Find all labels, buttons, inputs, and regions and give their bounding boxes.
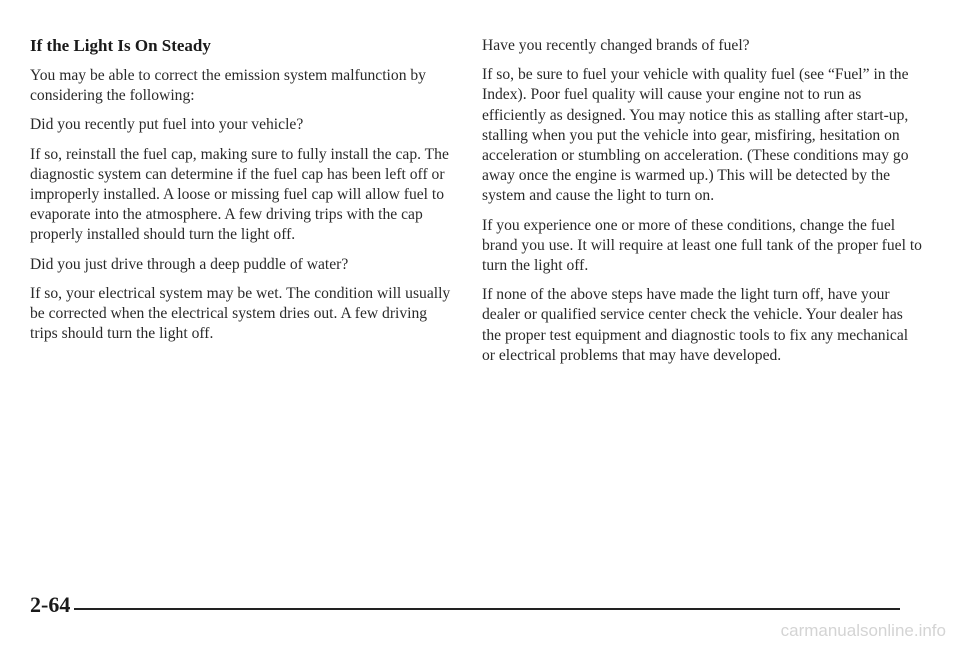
paragraph-change-brand: If you experience one or more of these conditions, change the fuel brand you use. It will require at least one full tank of the proper fuel to turn the light off. [482,216,922,275]
page-number: 2-64 [30,592,71,617]
paragraph-intro: You may be able to correct the emission system malfunction by considering the following: [30,67,426,105]
paragraph-electrical: If so, your electrical system may be wet. The condition will usually be corrected when the electrical system dries out. A few driving trips should turn the light off. [30,284,451,343]
paragraph-fuel-cap: If so, reinstall the fuel cap, making sure to fully install the cap. The diagnostic system can determine if the fuel cap has been left off or improperly installed. A loose or missing fuel cap will allow fuel to evaporate into the atmosphere. A few driving trips with the cap properly installed should turn the light off. [30,145,449,244]
section-heading: If the Light Is On Steady [30,36,211,55]
footer-rule [74,608,900,610]
paragraph-question-brands: Have you recently changed brands of fuel? [482,37,750,54]
paragraph-question-fuel: Did you recently put fuel into your vehicle? [30,116,304,134]
left-column [30,36,455,353]
paragraph-dealer: If none of the above steps have made the light turn off, have your dealer or qualified service center check the vehicle. Your dealer has the proper test equipment and diagnostic tools to fix any mechanical or electrical problems that may have developed. [482,286,909,364]
paragraph-fuel-quality: If so, be sure to fuel your vehicle with quality fuel (see “Fuel” in the Index). Poor fuel quality will cause your engine not to run as efficiently as designed. You may notice this as stalling after start-up, stalling when you put the vehicle into gear, misfiring, hesitation on acceleration or stumbling on acceleration. (These conditions may go away once the engine is warmed up.) This will be detected by the system and cause the light to turn on. [482,66,909,205]
paragraph-question-puddle: Did you just drive through a deep puddle of water? [30,255,349,273]
watermark: carmanualsonline.info [780,621,946,640]
right-column [482,36,922,375]
